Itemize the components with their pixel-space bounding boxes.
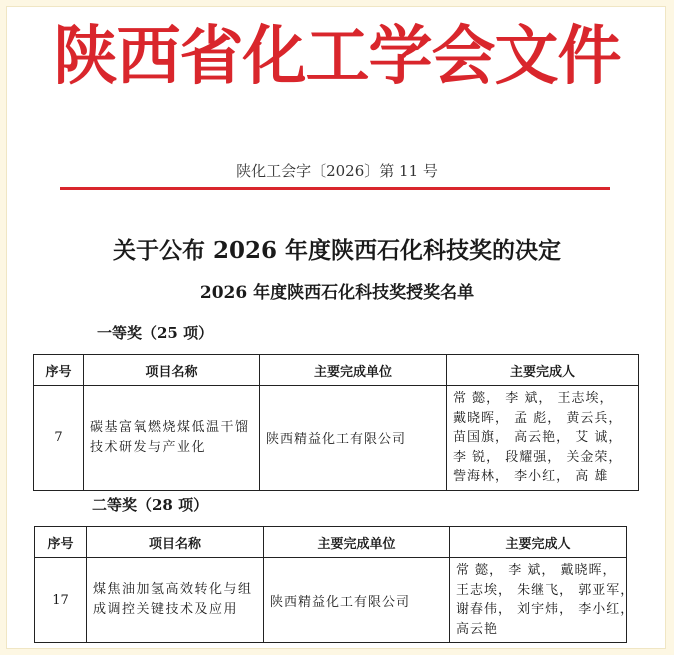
project-name: 煤焦油加氢高效转化与组成调控关键技术及应用 bbox=[87, 558, 264, 643]
row-number: 7 bbox=[34, 386, 84, 491]
completion-unit: 陕西精益化工有限公司 bbox=[260, 386, 447, 491]
people-line: 訾海林， 李小红， 高 雄 bbox=[453, 469, 609, 484]
row-number: 17 bbox=[35, 558, 87, 643]
people-line: 戴晓晖， 孟 彪， 黄云兵， bbox=[453, 410, 623, 426]
people-line: 苗国旗， 高云艳， 艾 诚， bbox=[453, 430, 623, 445]
second-prize-table bbox=[34, 526, 635, 643]
column-header-people: 主要完成人 bbox=[450, 527, 627, 558]
people-line: 李 锐， 段耀强， 关金荣， bbox=[453, 449, 623, 465]
people-line: 常 懿， 李 斌， 戴晓晖， bbox=[456, 563, 617, 578]
document-title: 关于公布 2026 年度陕西石化科技奖的决定 bbox=[112, 237, 562, 264]
table-header-row bbox=[35, 527, 627, 558]
column-header-no: 序号 bbox=[34, 355, 84, 386]
column-header-unit: 主要完成单位 bbox=[264, 527, 450, 558]
table-header-row bbox=[34, 355, 639, 386]
column-header-project: 项目名称 bbox=[87, 527, 264, 558]
column-header-people: 主要完成人 bbox=[447, 355, 639, 386]
table-row bbox=[35, 558, 627, 643]
document-masthead: 陕西省化工学会文件 bbox=[53, 20, 621, 94]
column-header-no: 序号 bbox=[35, 527, 87, 558]
completion-people bbox=[450, 558, 635, 643]
column-header-project: 项目名称 bbox=[84, 355, 260, 386]
people-line: 谢春伟， 刘宇炜， 李小红， bbox=[456, 602, 635, 617]
table-row bbox=[34, 386, 639, 491]
completion-people bbox=[447, 386, 639, 491]
red-divider-line bbox=[60, 187, 610, 190]
award-list-subtitle: 2026 年度陕西石化科技奖授奖名单 bbox=[199, 283, 475, 303]
document-number: 陕化工会字〔2026〕第 11 号 bbox=[236, 162, 438, 180]
people-line: 王志埃， 朱继飞， 郭亚军， bbox=[456, 582, 635, 598]
people-line: 常 懿， 李 斌， 王志埃， bbox=[453, 391, 614, 406]
first-prize-heading: 一等奖（25 项） bbox=[97, 324, 214, 342]
people-line: 高云艳 bbox=[456, 621, 499, 637]
first-prize-table bbox=[33, 354, 639, 491]
project-name: 碳基富氧燃烧煤低温干馏技术研发与产业化 bbox=[84, 386, 260, 491]
completion-unit: 陕西精益化工有限公司 bbox=[264, 558, 450, 643]
column-header-unit: 主要完成单位 bbox=[260, 355, 447, 386]
second-prize-heading: 二等奖（28 项） bbox=[92, 496, 209, 514]
